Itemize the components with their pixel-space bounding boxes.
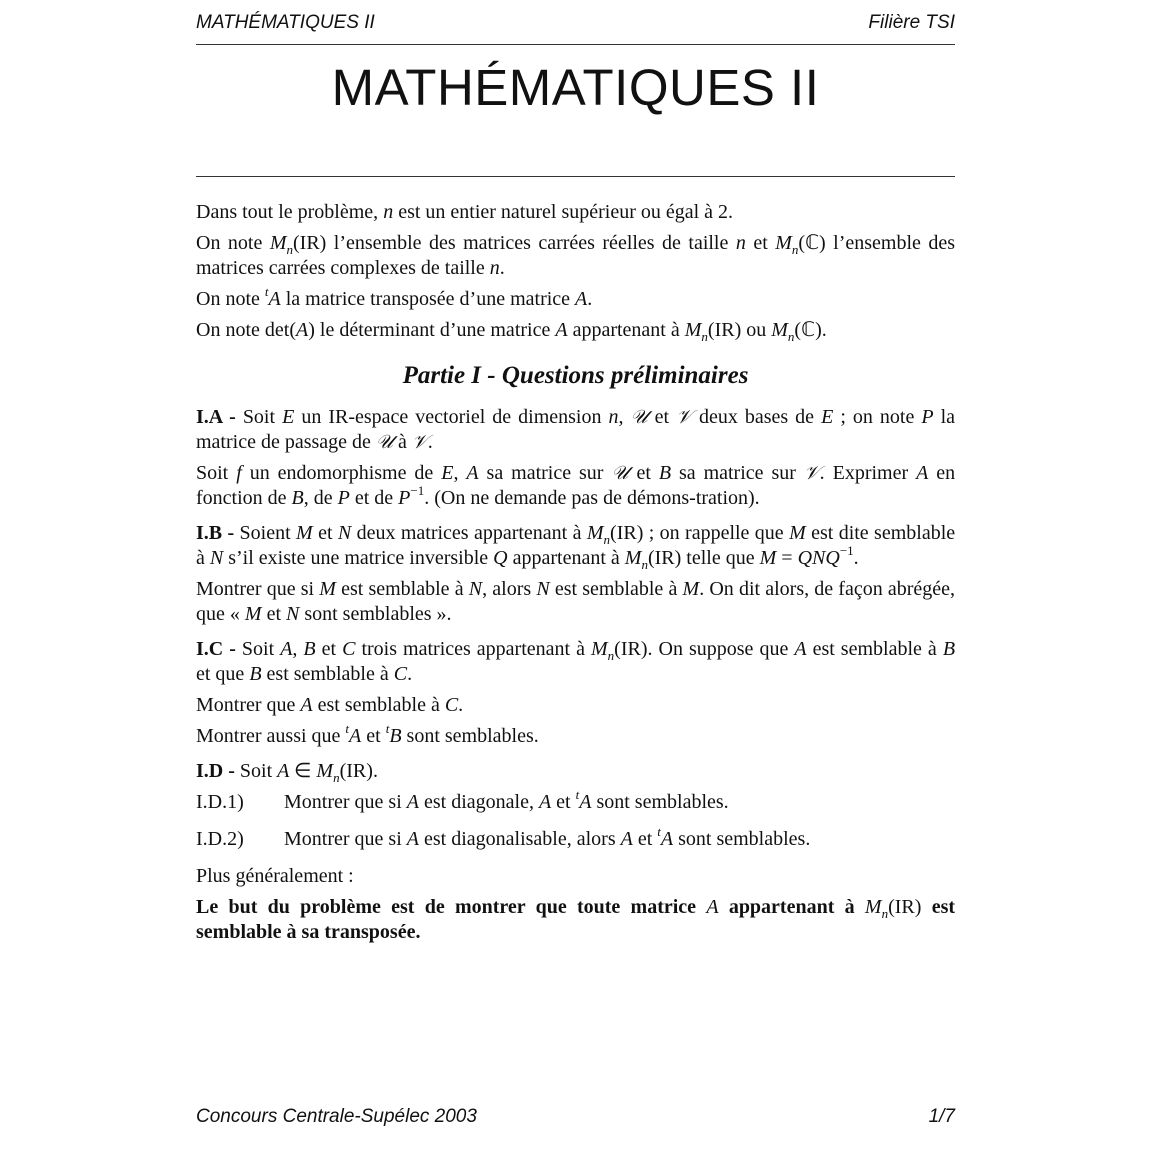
general-statement: Plus généralement :: [196, 865, 354, 887]
running-footer: [196, 1106, 955, 1128]
running-header: [196, 12, 955, 34]
question-IC-part2: Montrer que A est semblable à C.: [196, 694, 464, 716]
subquestion-label: I.D.1): [196, 791, 244, 813]
part-title: Partie I - Questions préliminaires: [402, 362, 749, 389]
header-rule: [196, 44, 955, 45]
document-page: [196, 0, 955, 1152]
question-IA: I.A - Soit E un IR-espace vectoriel de dimension n, 𝒰 et 𝒱 deux bases de E ; on note P la matrice de passage de 𝒰 à 𝒱.: [196, 406, 956, 453]
intro-paragraph-1: Dans tout le problème, n est un entier naturel supérieur ou égal à 2.: [196, 201, 734, 223]
question-label: I.D -: [196, 760, 235, 782]
header-subject: MATHÉMATIQUES II: [196, 12, 375, 33]
header-track: Filière TSI: [868, 12, 955, 33]
intro-paragraph-3: On note $^t$A la matrice transposée d’une matrice A.: [196, 284, 593, 310]
question-label: I.B -: [196, 522, 235, 544]
subquestion-label: I.D.2): [196, 828, 244, 850]
subquestion-ID1: I.D.1) Montrer que si A est diagonale, A et $^t$A sont semblables.: [196, 787, 729, 813]
question-ID: I.D - Soit A ∈ $M_n(IR)$.: [196, 760, 378, 785]
intro-paragraph-4: On note det(A) le déterminant d’une matrice A appartenant à $M_n(IR)$ ou $M_n(ℂ)$.: [196, 319, 827, 344]
question-IC: I.C - Soit A, B et C trois matrices appartenant à $M_n(IR)$. On suppose que A est semblable à B et que B est semblable à C.: [196, 638, 956, 685]
question-label: I.C -: [196, 638, 236, 660]
document-body: [196, 200, 955, 951]
footer-contest: Concours Centrale-Supélec 2003: [196, 1106, 477, 1127]
title-rule: [196, 176, 955, 177]
question-label: I.A -: [196, 406, 236, 428]
page-number: 1/7: [928, 1106, 955, 1127]
page-title: MATHÉMATIQUES II: [331, 59, 820, 116]
question-IB: I.B - Soient M et N deux matrices appartenant à $M_n(IR)$ ; on rappelle que M est dite semblable à N s’il existe une matrice inversible Q appartenant à $M_n(IR)$ telle que $M = QNQ^{-1}$.: [196, 522, 956, 572]
subquestion-ID2: I.D.2) Montrer que si A est diagonalisable, alors A et $^t$A sont semblables.: [196, 824, 811, 850]
question-IC-part3: Montrer aussi que $^t$A et $^t$B sont semblables.: [196, 721, 539, 747]
intro-paragraph-2: On note $M_n(IR)$ l’ensemble des matrices carrées réelles de taille n et $M_n(ℂ)$ l’ensemble des matrices carrées complexes de taille n.: [196, 232, 956, 279]
problem-goal: Le but du problème est de montrer que toute matrice A appartenant à $M_n(IR)$ est semblable à sa transposée.: [196, 896, 956, 943]
question-IB-part2: Montrer que si M est semblable à N, alors N est semblable à M. On dit alors, de façon abrégée, que « M et N sont semblables ».: [196, 578, 956, 625]
question-IA-part2: Soit f un endomorphisme de E, A sa matrice sur 𝒰 et B sa matrice sur 𝒱. Exprimer A en fonction de B, de P et de $P^{-1}$. (On ne demande pas de démons-tration).: [196, 462, 956, 509]
